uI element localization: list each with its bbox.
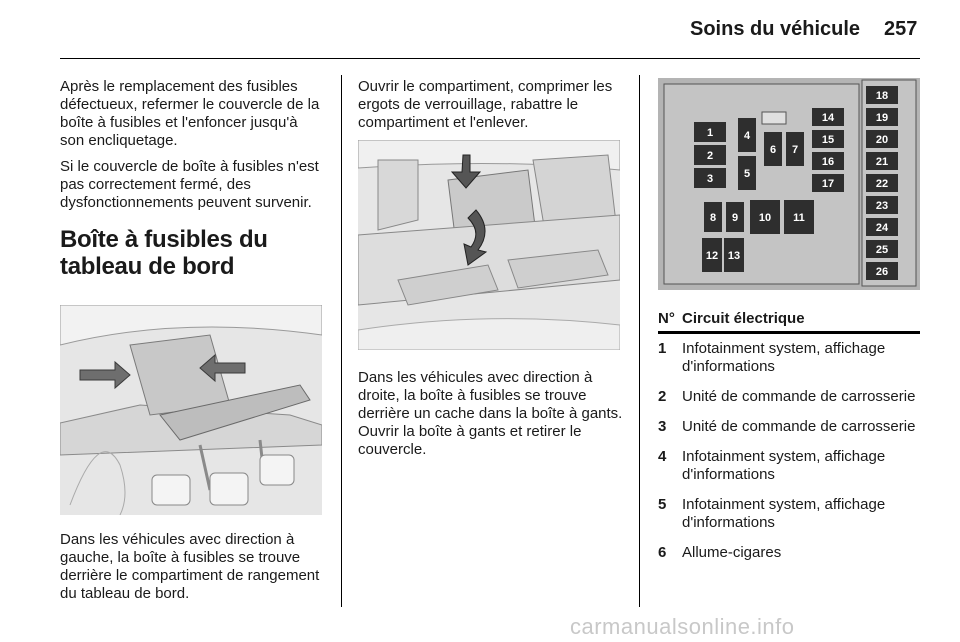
paragraph: Après le remplacement des fusibles défectueux, refermer le couvercle de la boîte à fusibles et l'enfoncer jusqu'à son encliquetage. — [60, 78, 320, 149]
column-2 — [358, 78, 623, 140]
table-row — [658, 388, 920, 406]
svg-text:14: 14 — [821, 112, 835, 124]
svg-text:15: 15 — [821, 134, 835, 146]
fuse-18 — [866, 86, 898, 104]
svg-text:9: 9 — [731, 212, 739, 224]
svg-text:10: 10 — [758, 212, 772, 224]
fuse-16 — [812, 152, 844, 170]
svg-text:2: 2 — [706, 150, 714, 162]
paragraph: Dans les véhicules avec direction à droite, la boîte à fusibles se trouve derrière un cache dans la boîte à gants. Ouvrir la boîte à gants et retirer le couvercle. — [358, 369, 623, 458]
fuse-number: 4 — [658, 448, 667, 465]
paragraph: Si le couvercle de boîte à fusibles n'est pas correctement fermé, des dysfonctionnements peuvent survenir. — [60, 158, 319, 211]
fuse-circuit: Unité de commande de carrosserie — [682, 388, 916, 405]
svg-text:20: 20 — [875, 134, 889, 146]
fuse-number: 3 — [658, 418, 667, 435]
fuse-circuit: Unité de commande de carrosserie — [682, 418, 916, 435]
svg-text:26: 26 — [875, 266, 889, 278]
svg-text:25: 25 — [875, 244, 889, 256]
fuse-table-header — [658, 310, 920, 327]
fuse-circuit: Infotainment system, affichage d'informations — [682, 496, 886, 531]
svg-text:24: 24 — [875, 222, 889, 234]
svg-text:17: 17 — [821, 178, 835, 190]
fuse-2 — [694, 145, 726, 165]
fuse-26 — [866, 262, 898, 280]
fuse-11 — [784, 200, 814, 234]
fuse-number: 5 — [658, 496, 667, 513]
header-title: Soins du véhicule — [690, 18, 861, 40]
fuse-15 — [812, 130, 844, 148]
svg-text:8: 8 — [709, 212, 717, 224]
svg-text:13: 13 — [727, 250, 741, 262]
fuse-1 — [694, 122, 726, 142]
watermark: carmanualsonline.info — [570, 614, 795, 639]
column-divider-2 — [639, 75, 640, 607]
fuse-17 — [812, 174, 844, 192]
fuse-8 — [704, 202, 722, 232]
svg-text:6: 6 — [769, 144, 777, 156]
column-1-caption — [60, 531, 325, 611]
svg-text:7: 7 — [791, 144, 799, 156]
page-number: 257 — [884, 18, 918, 40]
table-rule — [658, 331, 920, 334]
fuse-7 — [786, 132, 804, 166]
column-header-circuit: Circuit électrique — [682, 310, 805, 327]
svg-text:3: 3 — [706, 173, 714, 185]
svg-text:21: 21 — [875, 156, 889, 168]
fuse-5 — [738, 156, 756, 190]
fuse-13 — [724, 238, 744, 272]
paragraph: Ouvrir le compartiment, comprimer les ergots de verrouillage, rabattre le compartiment et l'enlever. — [358, 78, 613, 131]
fuse-22 — [866, 174, 898, 192]
fuse-4 — [738, 118, 756, 152]
header-rule — [60, 58, 920, 59]
fuse-number: 1 — [658, 340, 667, 357]
svg-text:22: 22 — [875, 178, 889, 190]
fuse-20 — [866, 130, 898, 148]
table-row — [658, 418, 920, 436]
fuse-21 — [866, 152, 898, 170]
table-row — [658, 340, 920, 376]
fuse-number: 6 — [658, 544, 667, 561]
svg-text:23: 23 — [875, 200, 889, 212]
fuse-number: 2 — [658, 388, 667, 405]
table-row — [658, 544, 920, 562]
fuse-10 — [750, 200, 780, 234]
fuse-14 — [812, 108, 844, 126]
fuse-box-diagram — [658, 78, 920, 290]
table-row — [658, 496, 920, 532]
illustration-right-hand-drive — [358, 140, 620, 350]
svg-text:4: 4 — [743, 130, 751, 142]
fuse-6 — [764, 132, 782, 166]
fuse-24 — [866, 218, 898, 236]
fuse-circuit: Allume-cigares — [682, 544, 782, 561]
svg-text:12: 12 — [705, 250, 719, 262]
svg-text:5: 5 — [743, 168, 751, 180]
column-1 — [60, 78, 325, 280]
fuse-9 — [726, 202, 744, 232]
fuse-23 — [866, 196, 898, 214]
column-2-caption — [358, 369, 624, 467]
fuse-circuit: Infotainment system, affichage d'informations — [682, 448, 886, 483]
svg-text:19: 19 — [875, 112, 889, 124]
fuse-circuit: Infotainment system, affichage d'informations — [682, 340, 886, 375]
table-row — [658, 448, 920, 484]
fuse-12 — [702, 238, 722, 272]
fuse-table — [658, 340, 920, 574]
section-heading: Boîte à fusibles du tableau de bord — [60, 226, 268, 280]
paragraph: Dans les véhicules avec direction à gauche, la boîte à fusibles se trouve derrière le compartiment de rangement du tableau de bord. — [60, 531, 320, 602]
fuse-19 — [866, 108, 898, 126]
fuse-25 — [866, 240, 898, 258]
illustration-left-hand-drive — [60, 305, 322, 515]
svg-text:16: 16 — [821, 156, 835, 168]
svg-text:11: 11 — [793, 212, 805, 224]
column-header-number: N° — [658, 310, 675, 327]
column-divider-1 — [341, 75, 342, 607]
fuse-3 — [694, 168, 726, 188]
svg-text:1: 1 — [706, 127, 714, 139]
svg-text:18: 18 — [875, 90, 889, 102]
